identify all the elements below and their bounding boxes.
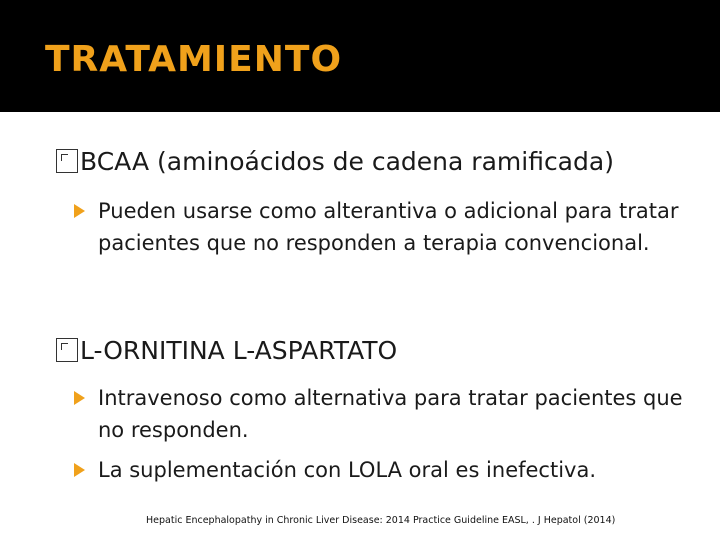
arrow-bullet-icon (74, 391, 85, 405)
list-item (98, 195, 698, 259)
missing-glyph-icon (56, 338, 78, 362)
citation-footnote: Hepatic Encephalopathy in Chronic Liver Disease: 2014 Practice Guideline EASL, . J Hepatol (2014) (146, 515, 616, 526)
missing-glyph-icon (56, 149, 78, 173)
section-heading-text: L-ORNITINA L-ASPARTATO (80, 336, 398, 365)
list-item-text: Pueden usarse como alterantiva o adicional para tratar pacientes que no responden a terapia convencional. (98, 199, 679, 255)
section-heading (56, 335, 397, 367)
arrow-bullet-icon (74, 463, 85, 477)
list-item (98, 382, 698, 446)
arrow-bullet-icon (74, 204, 85, 218)
list-item-text: Intravenoso como alternativa para tratar pacientes que no responden. (98, 386, 683, 442)
section-heading (56, 146, 614, 178)
list-item-text: La suplementación con LOLA oral es inefectiva. (98, 458, 597, 482)
slide-title: TRATAMIENTO (45, 39, 343, 80)
section-heading-text: BCAA (aminoácidos de cadena ramificada) (80, 147, 614, 176)
list-item (98, 454, 698, 486)
